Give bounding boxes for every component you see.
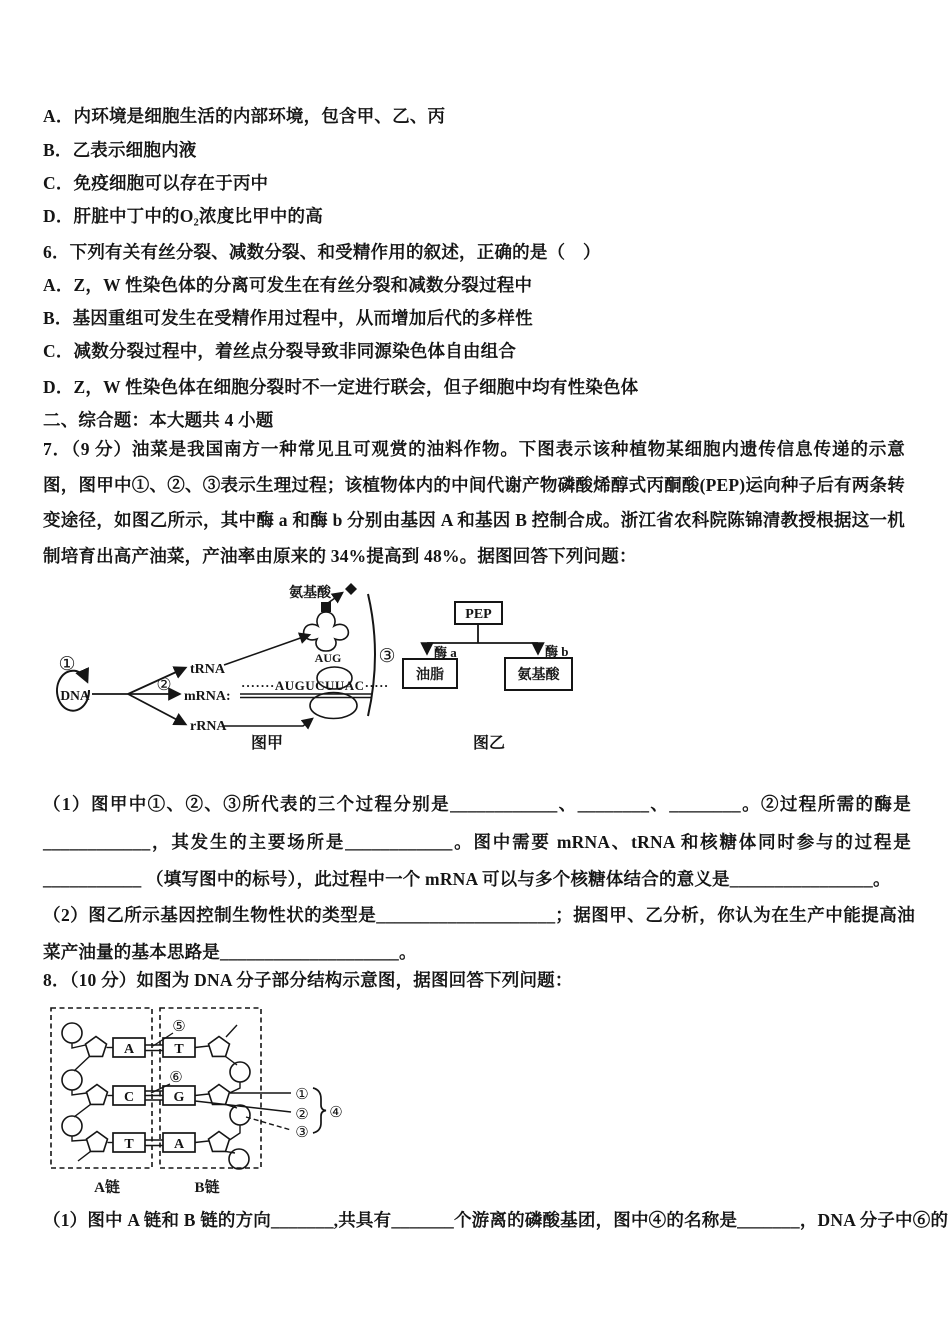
backbone-link — [74, 1056, 90, 1071]
nucleotide-brace — [313, 1088, 326, 1133]
sugar-pentagon — [86, 1037, 107, 1057]
label-2-pointer — [195, 1101, 291, 1112]
backbone-link — [74, 1104, 91, 1117]
q5-option-c: C．免疫细胞可以存在于丙中 — [43, 173, 269, 193]
phosphate-circle — [230, 1062, 250, 1082]
backbone-link — [230, 1082, 241, 1093]
base-letter: A — [173, 1137, 185, 1152]
q6-stem: 6．下列有关有丝分裂、减数分裂、和受精作用的叙述，正确的是（ ） — [43, 242, 601, 262]
backbone-link — [72, 1090, 87, 1095]
pep-label: PEP — [465, 607, 492, 622]
sugar-pentagon — [209, 1132, 230, 1152]
figure-dna-structure — [45, 1005, 355, 1200]
sugar-pentagon — [87, 1085, 108, 1105]
q8-part1: （1）图中 A 链和 B 链的方向_______,共具有_______个游离的磷酸基团，图中④的名称是_______，DNA 分子中⑥的 — [43, 1210, 949, 1230]
fig-dna-group — [51, 1008, 343, 1196]
label-5: ⑤ — [172, 1017, 186, 1035]
rrna-to-ribosome-line — [223, 719, 312, 726]
sugar-base-link — [195, 1094, 209, 1096]
sugar-pentagon — [209, 1085, 230, 1105]
q6-option-d: D．Z，W 性染色体在细胞分裂时不一定进行联会，但子细胞中均有性染色体 — [43, 377, 639, 397]
trna-cloverleaf-shape — [304, 612, 349, 651]
label-1: ① — [295, 1085, 309, 1103]
process-1-label: ① — [58, 653, 76, 675]
fig-yi-group — [403, 602, 572, 752]
anticodon-label: AUG — [314, 651, 342, 665]
sugar-pentagon — [87, 1132, 108, 1152]
base-letter: G — [173, 1090, 185, 1105]
q7-part1: （1）图甲中①、②、③所代表的三个过程分别是____________、________、________。②过程所需的酶是____________，其发生的主要场所是____________。图中需要 mRNA、tRNA 和核糖体同时参与的过程是___________ （填写图中的标号），此过程中一个 mRNA 可以与多个核糖体结合的意义是________________。 — [43, 794, 911, 889]
backbone-link — [72, 1043, 86, 1048]
backbone-link — [226, 1056, 238, 1065]
q6-option-b: B．基因重组可发生在受精作用过程中，从而增加后代的多样性 — [43, 308, 533, 328]
amino-acid-diamond — [345, 583, 357, 595]
q5-option-d: D．肝脏中丁中的O₂浓度比甲中的高 — [43, 206, 323, 226]
chain-b-caption: B链 — [194, 1180, 220, 1196]
base-letter: T — [124, 1137, 134, 1152]
base-letter: T — [174, 1042, 184, 1057]
enzyme-b-label: 酶 b — [545, 644, 569, 659]
base-letter: A — [123, 1042, 135, 1057]
process-2-label: ② — [156, 675, 172, 695]
amino-acid-square — [321, 602, 331, 612]
q5-option-a: A．内环境是细胞生活的内部环境，包含甲、乙、丙 — [43, 106, 446, 126]
fig-jia-caption: 图甲 — [250, 735, 284, 752]
base-letter: C — [123, 1090, 135, 1105]
label-6: ⑥ — [169, 1068, 183, 1086]
phosphate-circle — [230, 1105, 250, 1125]
dna-label: DNA — [60, 688, 90, 703]
section-header: 二、综合题：本大题共 4 小题 — [43, 410, 274, 430]
q7-part2: （2）图乙所示基因控制生物性状的类型是____________________；据图甲、乙分析，你认为在生产中能提高油菜产油量的基本思路是____________________。 — [43, 905, 915, 962]
enzyme-a-label: 酶 a — [434, 645, 457, 660]
phosphate-circle — [62, 1116, 82, 1136]
sugar-pentagon — [209, 1037, 230, 1057]
figure-gene-expression — [45, 582, 645, 757]
ribosome-large-subunit — [310, 693, 357, 719]
label-2: ② — [295, 1105, 309, 1123]
phosphate-circle — [62, 1070, 82, 1090]
fig-yi-caption: 图乙 — [472, 735, 506, 752]
backbone-link — [226, 1151, 236, 1153]
arrow-to-rrna — [128, 694, 185, 724]
q5-option-b: B．乙表示细胞内液 — [43, 140, 197, 160]
amino-box-label: 氨基酸 — [517, 668, 560, 683]
fat-label: 油脂 — [416, 668, 444, 683]
mrna-label: mRNA: — [184, 689, 231, 704]
mrna-sequence: ·······AUGUCUUAC····· — [241, 678, 389, 693]
sugar-base-link — [195, 1141, 209, 1143]
fig-jia-group — [57, 583, 396, 752]
sugar-base-link — [195, 1046, 209, 1048]
q6-option-a: A．Z，W 性染色体的分离可发生在有丝分裂和减数分裂过程中 — [43, 275, 533, 295]
chain-b-end-tail — [226, 1025, 237, 1037]
q7-stem: 7．（9 分）油菜是我国南方一种常见且可观赏的油料作物。下图表示该种植物某细胞内遗传信息传递的示意图，图甲中①、②、③表示生理过程；该植物体内的中间代谢产物磷酸烯醇式丙酮酸(PEP)运向种子后有两条转变途径，如图乙所示，其中酶 a 和酶 b 分别由基因 A 和基因 B 控制合成。浙江省农科院陈锦清教授根据这一机制培育出高产油菜，产油率由原来的 34%提高到 48%。据图回答下列问题： — [43, 439, 905, 566]
amino-acid-label: 氨基酸 — [289, 586, 331, 601]
trna-label: tRNA — [190, 662, 225, 677]
process-3-label: ③ — [378, 645, 396, 667]
trna-to-structure-arrow — [224, 635, 309, 665]
chain-a-caption: A链 — [94, 1180, 120, 1196]
phosphate-circle — [62, 1023, 82, 1043]
label-4: ④ — [329, 1103, 343, 1121]
backbone-link — [72, 1136, 87, 1141]
rrna-label: rRNA — [190, 719, 227, 734]
backbone-link — [230, 1125, 241, 1140]
chain-a-end-tail — [78, 1151, 91, 1161]
q8-stem: 8．（10 分）如图为 DNA 分子部分结构示意图，据图回答下列问题： — [43, 970, 573, 990]
label-3-pointer — [246, 1117, 291, 1130]
q6-option-c: C．减数分裂过程中，着丝点分裂导致非同源染色体自由组合 — [43, 341, 517, 361]
label-3: ③ — [295, 1123, 309, 1141]
